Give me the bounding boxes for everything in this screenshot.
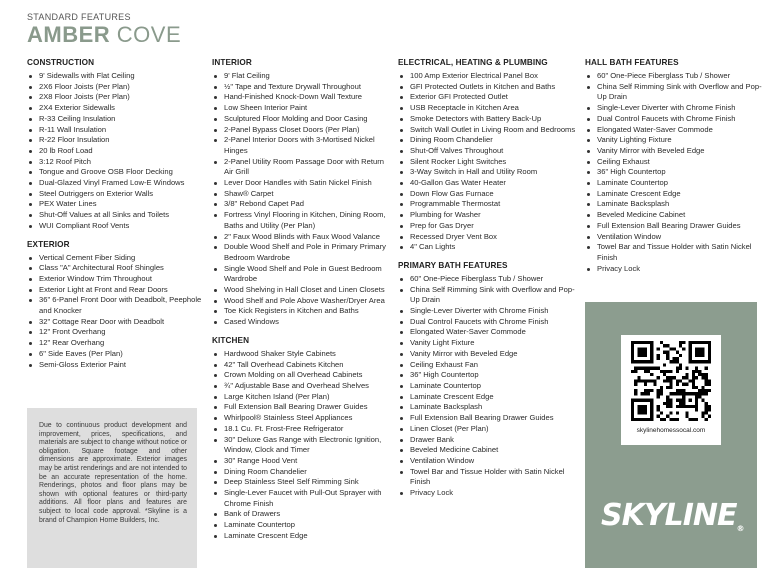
- list-item: Semi-Gloss Exterior Paint: [27, 360, 207, 371]
- website-url[interactable]: skylinehomessocal.com: [636, 427, 706, 434]
- list-item: Wood Shelving in Hall Closet and Linen Closets: [212, 285, 392, 296]
- list-item: Exterior Window Trim Throughout: [27, 274, 207, 285]
- primary-bath-list: [398, 274, 580, 499]
- list-item: 32" Cottage Rear Door with Deadbolt: [27, 317, 207, 328]
- list-item: Tongue and Groove OSB Floor Decking: [27, 167, 207, 178]
- list-item: 2" Faux Wood Blinds with Faux Wood Valance: [212, 232, 392, 243]
- column-1: [27, 58, 207, 378]
- list-item: Hardwood Shaker Style Cabinets: [212, 349, 392, 360]
- column-2: [212, 58, 392, 550]
- list-item: Elongated Water-Saver Commode: [585, 125, 767, 136]
- list-item: Smoke Detectors with Battery Back-Up: [398, 114, 580, 125]
- list-item: 100 Amp Exterior Electrical Panel Box: [398, 71, 580, 82]
- list-item: 60" One-Piece Fiberglass Tub / Shower: [398, 274, 580, 285]
- list-item: Shaw® Carpet: [212, 189, 392, 200]
- list-item: Vertical Cement Fiber Siding: [27, 253, 207, 264]
- list-item: Ventilation Window: [585, 232, 767, 243]
- list-item: China Self Rimming Sink with Overflow and Pop-Up Drain: [398, 285, 580, 306]
- column-3: [398, 58, 580, 507]
- list-item: 9' Flat Ceiling: [212, 71, 392, 82]
- list-item: 3-Way Switch in Hall and Utility Room: [398, 167, 580, 178]
- list-item: Sculptured Floor Molding and Door Casing: [212, 114, 392, 125]
- list-item: Dining Room Chandelier: [212, 467, 392, 478]
- interior-title: INTERIOR: [212, 58, 252, 67]
- list-item: R-33 Ceiling Insulation: [27, 114, 207, 125]
- list-item: Plumbing for Washer: [398, 210, 580, 221]
- list-item: Prep for Gas Dryer: [398, 221, 580, 232]
- list-item: Dual-Glazed Vinyl Framed Low-E Windows: [27, 178, 207, 189]
- hall-bath-list: [585, 71, 767, 274]
- list-item: Laminate Backsplash: [585, 199, 767, 210]
- list-item: Laminate Countertop: [212, 520, 392, 531]
- disclaimer-box: [27, 408, 197, 568]
- list-item: Full Extension Ball Bearing Drawer Guides: [585, 221, 767, 232]
- list-item: Drawer Bank: [398, 435, 580, 446]
- list-item: Down Flow Gas Furnace: [398, 189, 580, 200]
- list-item: 42" Tall Overhead Cabinets Kitchen: [212, 360, 392, 371]
- list-item: Shut-Off Values at all Sinks and Toilets: [27, 210, 207, 221]
- electrical-list: [398, 71, 580, 253]
- skyline-logo: [601, 498, 744, 533]
- list-item: ½" Tape and Texture Drywall Throughout: [212, 82, 392, 93]
- list-item: Hand-Finished Knock-Down Wall Texture: [212, 92, 392, 103]
- list-item: 30" Deluxe Gas Range with Electronic Ignition, Window, Clock and Timer: [212, 435, 392, 456]
- page-header: [27, 12, 181, 47]
- list-item: R-11 Wall Insulation: [27, 125, 207, 136]
- electrical-section: [398, 58, 580, 253]
- list-item: Single-Lever Diverter with Chrome Finish: [585, 103, 767, 114]
- kitchen-title: KITCHEN: [212, 335, 250, 345]
- list-item: Deep Stainless Steel Self Rimming Sink: [212, 477, 392, 488]
- construction-section: [27, 58, 207, 232]
- list-item: Silent Rocker Light Switches: [398, 157, 580, 168]
- list-item: Shut-Off Valves Throughout: [398, 146, 580, 157]
- list-item: Large Kitchen Island (Per Plan): [212, 392, 392, 403]
- list-item: 36" High Countertop: [398, 370, 580, 381]
- list-item: Beveled Medicine Cabinet: [585, 210, 767, 221]
- list-item: 9' Sidewalls with Flat Ceiling: [27, 71, 207, 82]
- list-item: ¾" Adjustable Base and Overhead Shelves: [212, 381, 392, 392]
- kitchen-list: [212, 349, 392, 542]
- list-item: 6" Side Eaves (Per Plan): [27, 349, 207, 360]
- list-item: Toe Kick Registers in Kitchen and Baths: [212, 306, 392, 317]
- list-item: Single Wood Shelf and Pole in Guest Bedroom Wardrobe: [212, 264, 392, 285]
- list-item: 3/8" Rebond Capet Pad: [212, 199, 392, 210]
- exterior-list: [27, 253, 207, 371]
- list-item: Single-Lever Diverter with Chrome Finish: [398, 306, 580, 317]
- registered-mark: ®: [736, 524, 745, 533]
- title-light: COVE: [116, 22, 182, 47]
- list-item: 18.1 Cu. Ft. Frost-Free Refrigerator: [212, 424, 392, 435]
- list-item: China Self Rimming Sink with Overflow and Pop-Up Drain: [585, 82, 767, 103]
- list-item: Programmable Thermostat: [398, 199, 580, 210]
- list-item: USB Receptacle in Kitchen Area: [398, 103, 580, 114]
- qr-panel: [585, 302, 757, 568]
- hall-bath-section: [585, 58, 767, 274]
- list-item: Beveled Medicine Cabinet: [398, 445, 580, 456]
- list-item: Ceiling Exhaust Fan: [398, 360, 580, 371]
- list-item: Double Wood Shelf and Pole in Primary Primary Bedroom Wardrobe: [212, 242, 392, 263]
- list-item: Single-Lever Faucet with Pull-Out Sprayer with Chrome Finish: [212, 488, 392, 509]
- list-item: 3:12 Roof Pitch: [27, 157, 207, 168]
- list-item: Vanity Light Fixture: [398, 338, 580, 349]
- list-item: 2X6 Floor Joists (Per Plan): [27, 82, 207, 93]
- list-item: WUI Compliant Roof Vents: [27, 221, 207, 232]
- list-item: Ventilation Window: [398, 456, 580, 467]
- list-item: Whirlpool® Stainless Steel Appliances: [212, 413, 392, 424]
- list-item: PEX Water Lines: [27, 199, 207, 210]
- construction-title: CONSTRUCTION: [27, 58, 95, 67]
- list-item: 20 lb Roof Load: [27, 146, 207, 157]
- list-item: 30" Range Hood Vent: [212, 456, 392, 467]
- logo-text: SKYLINE: [601, 498, 737, 533]
- list-item: Privacy Lock: [398, 488, 580, 499]
- list-item: R-22 Floor Insulation: [27, 135, 207, 146]
- list-item: 60" One-Piece Fiberglass Tub / Shower: [585, 71, 767, 82]
- list-item: Low Sheen Interior Paint: [212, 103, 392, 114]
- list-item: Cased Windows: [212, 317, 392, 328]
- electrical-title: ELECTRICAL, HEATING & PLUMBING: [398, 58, 548, 67]
- list-item: 2X8 Floor Joists (Per Plan): [27, 92, 207, 103]
- list-item: Steel Outriggers on Exterior Walls: [27, 189, 207, 200]
- list-item: 4" Can Lights: [398, 242, 580, 253]
- interior-section: [212, 58, 392, 328]
- list-item: Recessed Dryer Vent Box: [398, 232, 580, 243]
- qr-card[interactable]: [621, 335, 721, 445]
- list-item: 36" High Countertop: [585, 167, 767, 178]
- list-item: Laminate Countertop: [398, 381, 580, 392]
- list-item: 2-Panel Interior Doors with 3-Mortised Nickel Hinges: [212, 135, 392, 156]
- disclaimer-text: Due to continuous product development and improvement, prices, specifications, and materials are subject to change without notice or obligation. Square footage and other dimensions are approximate. Exterior images may be artist renderings and are not intended to be an accurate representation of the home. Renderings, photos and floor plans may be shown with optional features or third-party additions. All floor plans and features are subject to local code approval. *Skyline is a brand of Champion Home Builders, Inc.: [39, 422, 187, 524]
- list-item: Dual Control Faucets with Chrome Finish: [585, 114, 767, 125]
- list-item: 36" 6-Panel Front Door with Deadbolt, Peephole and Knocker: [27, 295, 207, 316]
- list-item: Full Extension Ball Bearing Drawer Guides: [212, 402, 392, 413]
- list-item: 12" Rear Overhang: [27, 338, 207, 349]
- list-item: 2-Panel Bypass Closet Doors (Per Plan): [212, 125, 392, 136]
- list-item: Linen Closet (Per Plan): [398, 424, 580, 435]
- list-item: Laminate Backsplash: [398, 402, 580, 413]
- title-bold: AMBER: [27, 22, 111, 47]
- list-item: GFI Protected Outlets in Kitchen and Baths: [398, 82, 580, 93]
- list-item: 40-Gallon Gas Water Heater: [398, 178, 580, 189]
- exterior-title: EXTERIOR: [27, 239, 70, 249]
- list-item: Towel Bar and Tissue Holder with Satin Nickel Finish: [398, 467, 580, 488]
- list-item: Laminate Countertop: [585, 178, 767, 189]
- list-item: Exterior GFI Protected Outlet: [398, 92, 580, 103]
- interior-list: [212, 71, 392, 328]
- list-item: Exterior Light at Front and Rear Doors: [27, 285, 207, 296]
- list-item: Fortress Vinyl Flooring in Kitchen, Dining Room, Baths and Utility (Per Plan): [212, 210, 392, 231]
- list-item: Switch Wall Outlet in Living Room and Bedrooms: [398, 125, 580, 136]
- list-item: Dual Control Faucets with Chrome Finish: [398, 317, 580, 328]
- page-title: [27, 23, 181, 47]
- primary-bath-title: PRIMARY BATH FEATURES: [398, 260, 508, 270]
- list-item: Lever Door Handles with Satin Nickel Finish: [212, 178, 392, 189]
- list-item: Laminate Crescent Edge: [398, 392, 580, 403]
- list-item: Bank of Drawers: [212, 509, 392, 520]
- list-item: Crown Molding on all Overhead Cabinets: [212, 370, 392, 381]
- kitchen-section: [212, 336, 392, 542]
- list-item: Vanity Mirror with Beveled Edge: [585, 146, 767, 157]
- list-item: Class "A" Architectural Roof Shingles: [27, 263, 207, 274]
- list-item: Privacy Lock: [585, 264, 767, 275]
- list-item: Wood Shelf and Pole Above Washer/Dryer Area: [212, 296, 392, 307]
- list-item: Full Extension Ball Bearing Drawer Guides: [398, 413, 580, 424]
- standard-features-label: STANDARD FEATURES: [27, 12, 131, 22]
- primary-bath-section: [398, 261, 580, 499]
- list-item: Laminate Crescent Edge: [585, 189, 767, 200]
- qr-code-icon[interactable]: [631, 341, 711, 421]
- hall-bath-title: HALL BATH FEATURES: [585, 58, 679, 67]
- list-item: 2X4 Exterior Sidewalls: [27, 103, 207, 114]
- list-item: Elongated Water-Saver Commode: [398, 327, 580, 338]
- exterior-section: [27, 240, 207, 371]
- list-item: Vanity Lighting Fixture: [585, 135, 767, 146]
- list-item: 2-Panel Utility Room Passage Door with Return Air Grill: [212, 157, 392, 178]
- column-4: [585, 58, 767, 282]
- list-item: Vanity Mirror with Beveled Edge: [398, 349, 580, 360]
- list-item: Dining Room Chandelier: [398, 135, 580, 146]
- list-item: Laminate Crescent Edge: [212, 531, 392, 542]
- list-item: Towel Bar and Tissue Holder with Satin Nickel Finish: [585, 242, 767, 263]
- list-item: 12" Front Overhang: [27, 327, 207, 338]
- construction-list: [27, 71, 207, 232]
- list-item: Ceiling Exhaust: [585, 157, 767, 168]
